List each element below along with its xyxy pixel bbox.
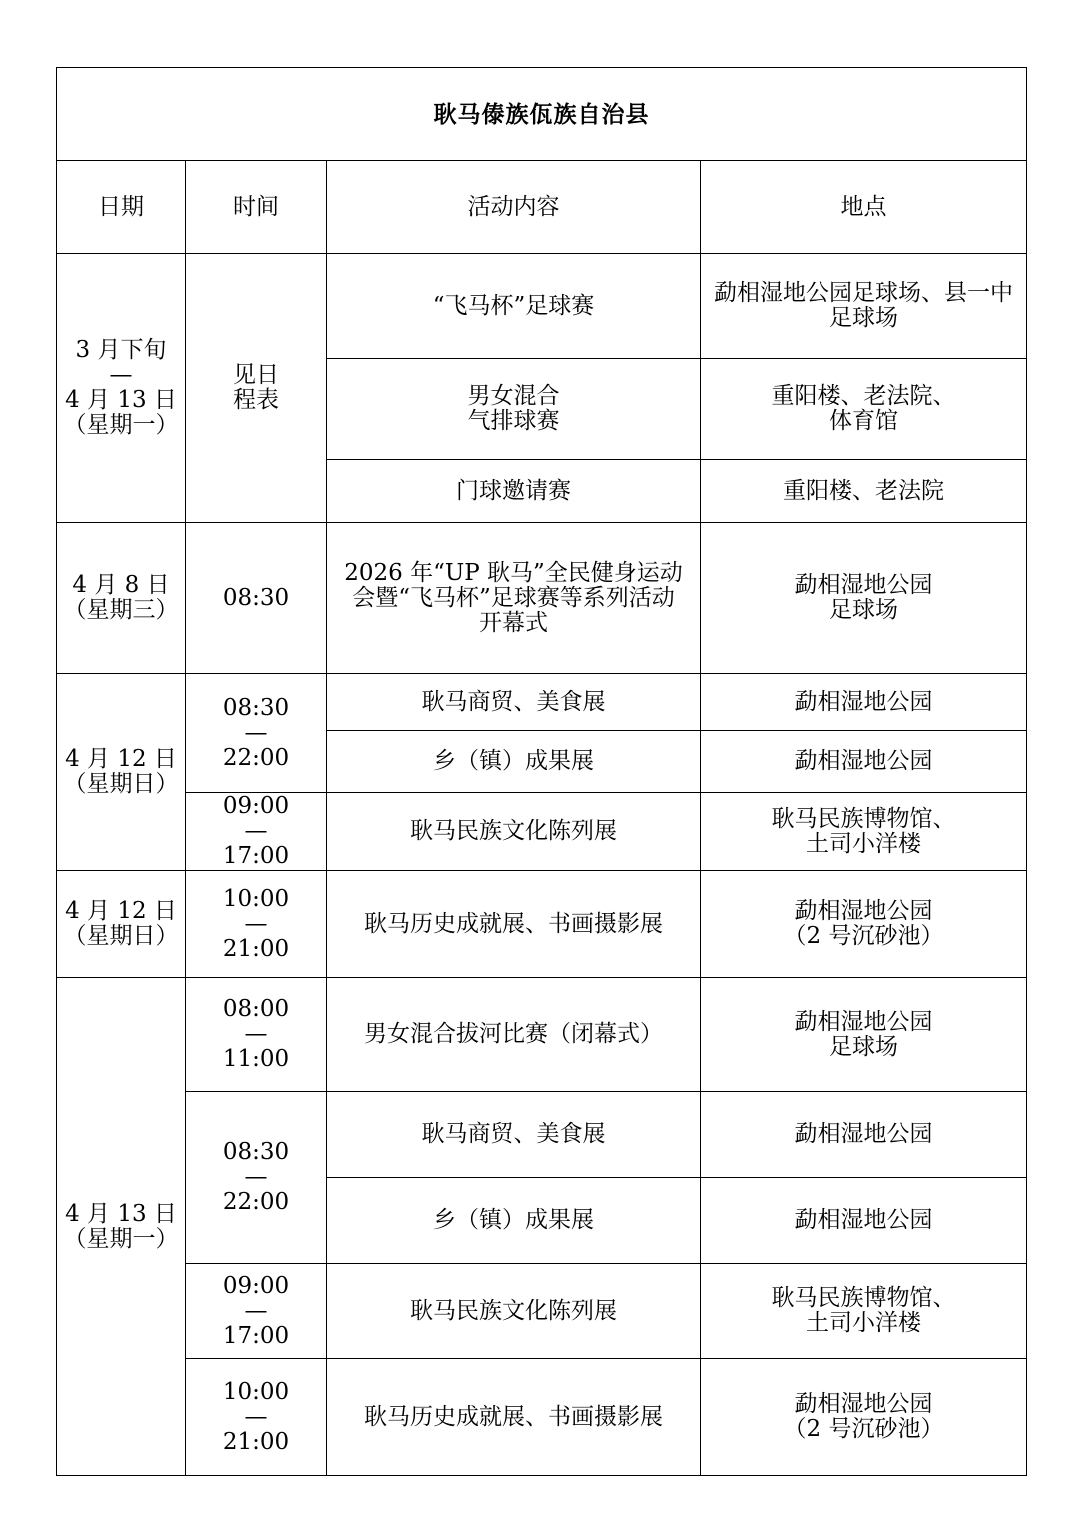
activity-cell: 耿马商贸、美食展 (327, 1092, 701, 1178)
activity-cell: 耿马民族文化陈列展 (327, 793, 701, 871)
table-row (57, 1092, 1027, 1178)
activity-cell: 耿马历史成就展、书画摄影展 (327, 871, 701, 978)
time-cell: 09:00 — 17:00 (186, 1264, 327, 1359)
time-cell: 08:00 — 11:00 (186, 978, 327, 1092)
date-cell: 4 月 12 日 （星期日） (57, 871, 186, 978)
title-row (57, 68, 1027, 161)
activity-cell: 男女混合拔河比赛（闭幕式） (327, 978, 701, 1092)
header-row (57, 161, 1027, 254)
date-cell: 4 月 8 日 （星期三） (57, 523, 186, 674)
date-cell: 3 月下旬 — 4 月 13 日 （星期一） (57, 254, 186, 523)
activity-cell: 男女混合 气排球赛 (327, 359, 701, 460)
activity-cell: 耿马历史成就展、书画摄影展 (327, 1359, 701, 1476)
location-cell: 勐相湿地公园足球场、县一中 足球场 (701, 254, 1027, 359)
page-title: 耿马傣族佤族自治县 (57, 68, 1027, 161)
table-row (57, 793, 1027, 871)
location-cell: 勐相湿地公园 足球场 (701, 523, 1027, 674)
activity-cell: 乡（镇）成果展 (327, 731, 701, 793)
header-activity: 活动内容 (327, 161, 701, 254)
time-cell: 10:00 — 21:00 (186, 871, 327, 978)
location-cell: 勐相湿地公园 (701, 731, 1027, 793)
header-date: 日期 (57, 161, 186, 254)
activity-cell: 耿马民族文化陈列展 (327, 1264, 701, 1359)
time-cell: 10:00 — 21:00 (186, 1359, 327, 1476)
table-row (57, 674, 1027, 731)
time-cell: 08:30 — 22:00 (186, 674, 327, 793)
table-row (57, 978, 1027, 1092)
location-cell: 重阳楼、老法院 (701, 460, 1027, 523)
header-location: 地点 (701, 161, 1027, 254)
schedule-table (56, 67, 1027, 1476)
table-row (57, 871, 1027, 978)
activity-cell: 门球邀请赛 (327, 460, 701, 523)
location-cell: 勐相湿地公园 (701, 1178, 1027, 1264)
location-cell: 勐相湿地公园 （2 号沉砂池） (701, 871, 1027, 978)
time-cell: 09:00 — 17:00 (186, 793, 327, 871)
location-cell: 重阳楼、老法院、 体育馆 (701, 359, 1027, 460)
activity-cell: 乡（镇）成果展 (327, 1178, 701, 1264)
table-row (57, 1264, 1027, 1359)
location-cell: 勐相湿地公园 (701, 674, 1027, 731)
activity-cell: 2026 年“UP 耿马”全民健身运动 会暨“飞马杯”足球赛等系列活动 开幕式 (327, 523, 701, 674)
location-cell: 勐相湿地公园 足球场 (701, 978, 1027, 1092)
header-time: 时间 (186, 161, 327, 254)
time-cell: 08:30 — 22:00 (186, 1092, 327, 1264)
activity-cell: 耿马商贸、美食展 (327, 674, 701, 731)
date-cell: 4 月 12 日 （星期日） (57, 674, 186, 871)
time-cell: 见日 程表 (186, 254, 327, 523)
location-cell: 耿马民族博物馆、 土司小洋楼 (701, 1264, 1027, 1359)
location-cell: 勐相湿地公园 (701, 1092, 1027, 1178)
table-row (57, 1359, 1027, 1476)
location-cell: 勐相湿地公园 （2 号沉砂池） (701, 1359, 1027, 1476)
time-cell: 08:30 (186, 523, 327, 674)
date-cell: 4 月 13 日 （星期一） (57, 978, 186, 1476)
table-row (57, 254, 1027, 359)
table-row (57, 523, 1027, 674)
location-cell: 耿马民族博物馆、 土司小洋楼 (701, 793, 1027, 871)
activity-cell: “飞马杯”足球赛 (327, 254, 701, 359)
